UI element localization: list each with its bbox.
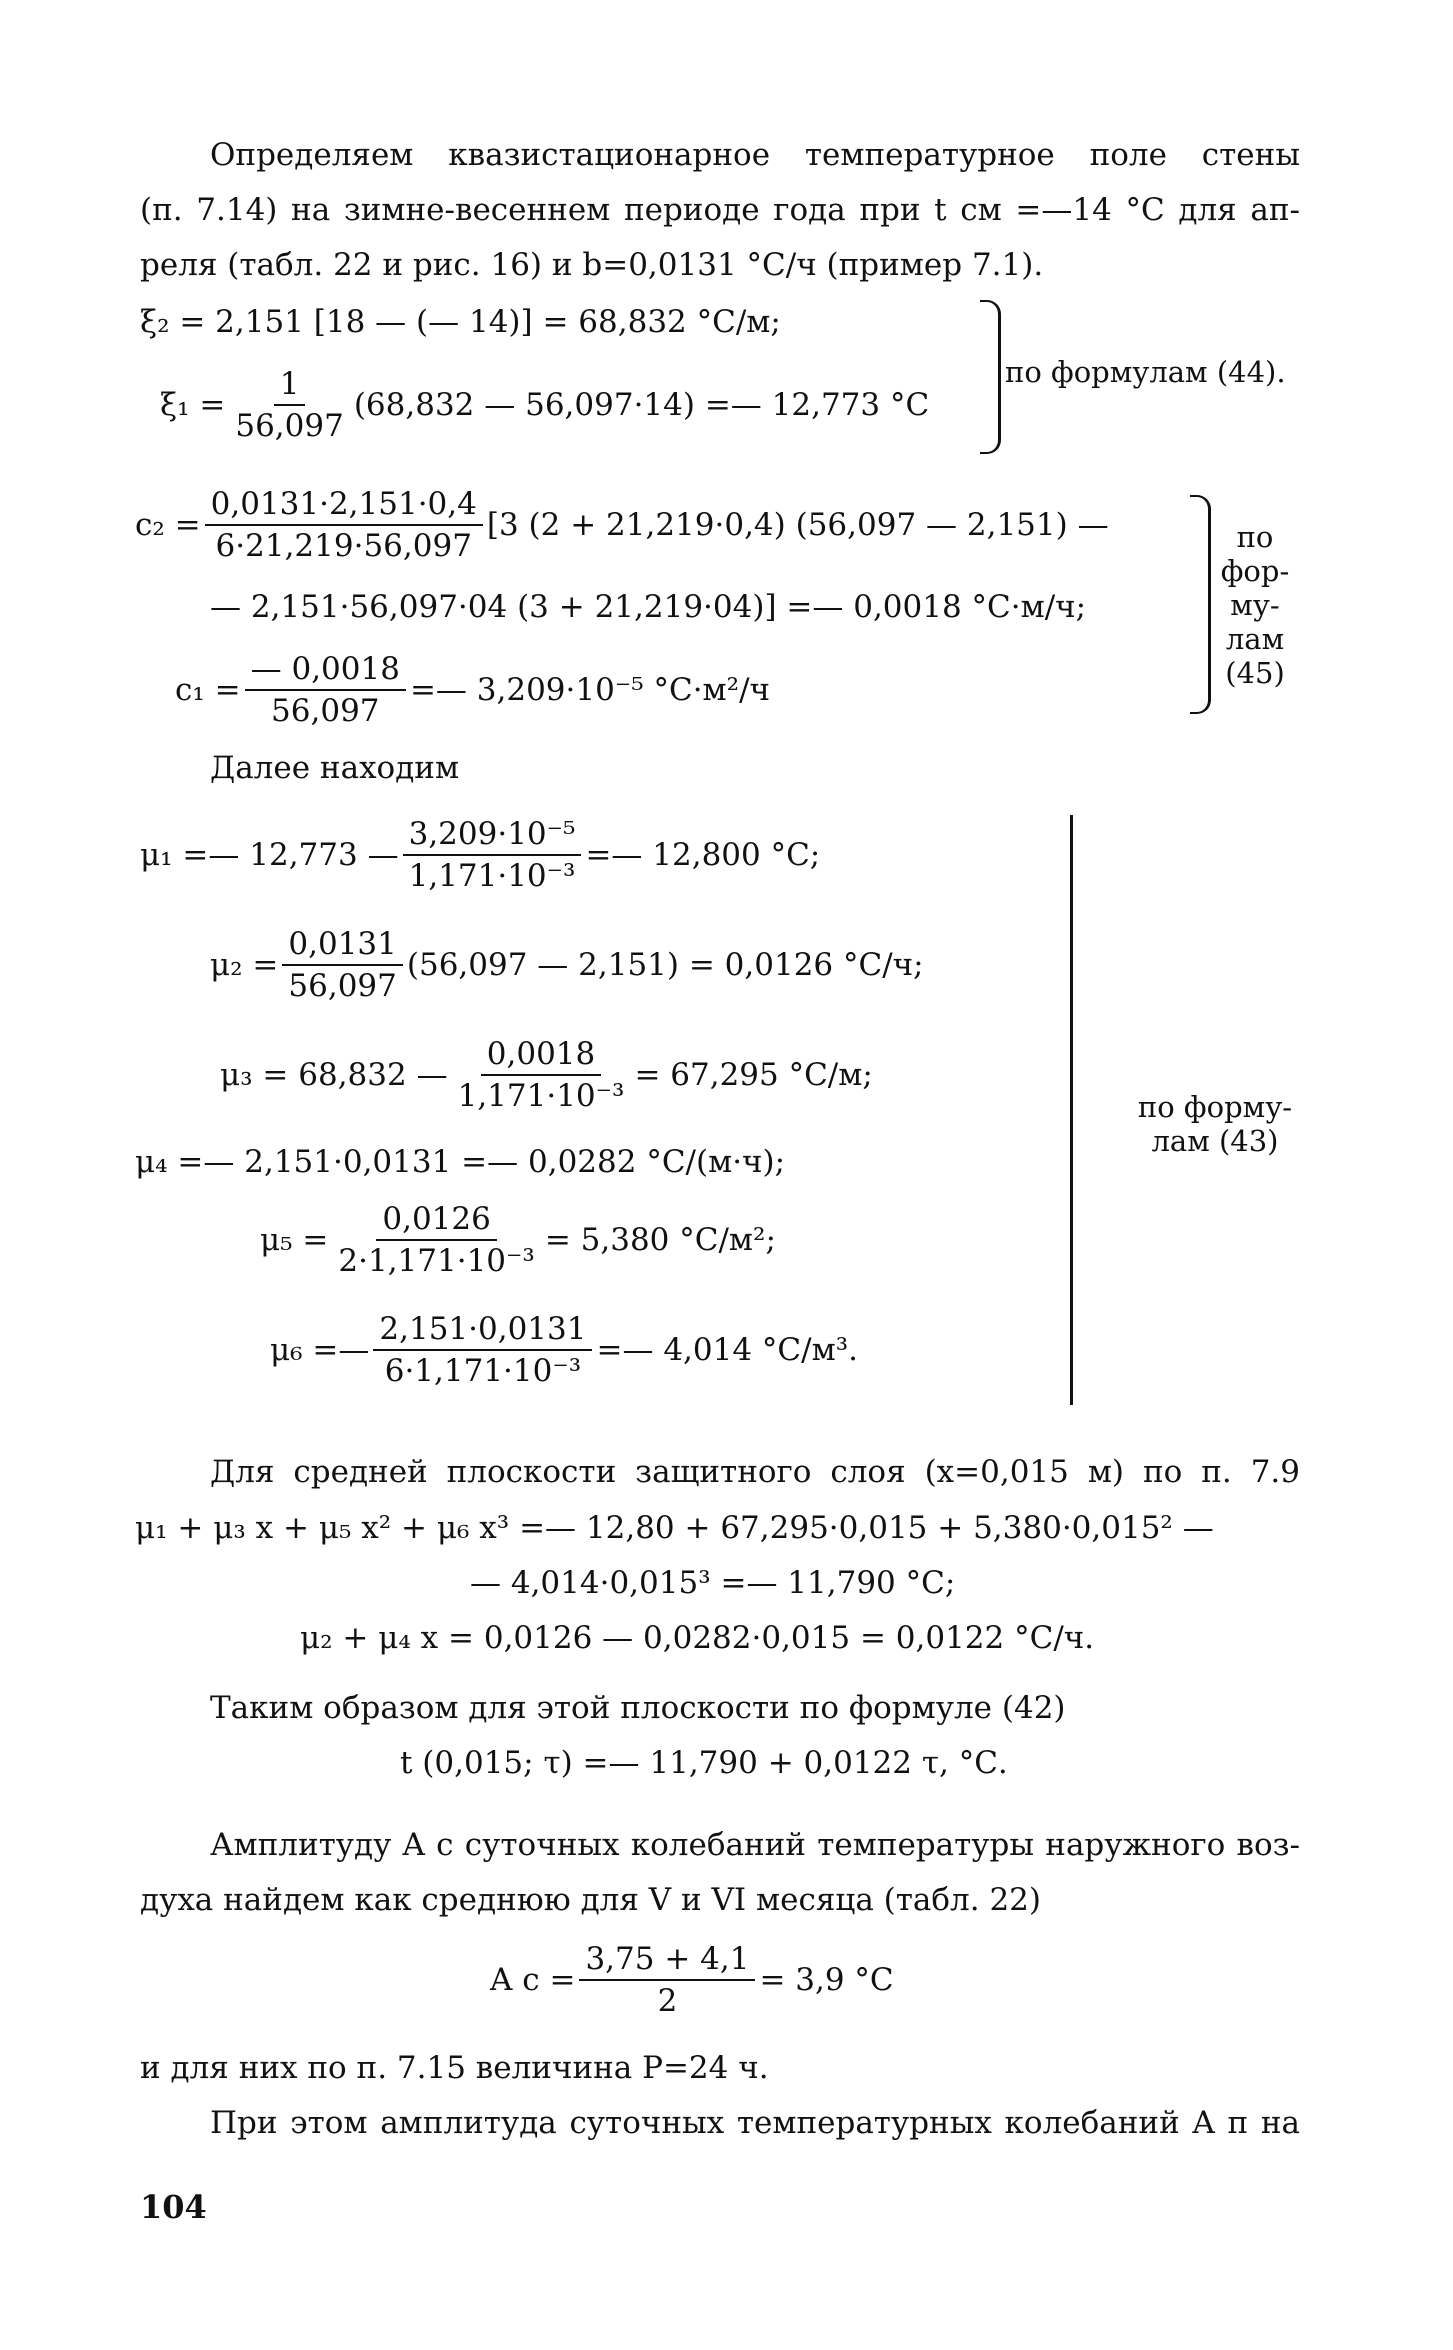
mu1-equation: μ₁ =— 12,773 — $\frac{\text{3,209·10⁻⁵}}{\text{1,171·10⁻³}}$ =— 12,800 °С; [140,816,821,894]
mu5-fraction: $\frac{0,0126}{\text{2·1,171·10⁻³}}$ [338,1201,535,1279]
mid-line-4: μ₂ + μ₄ x = 0,0126 — 0,0282·0,015 = 0,0122 °С/ч. [300,1620,1095,1656]
intro-line-2: (п. 7.14) на зимне-весеннем периоде года при t см =—14 °С для ап- [140,192,1300,228]
mu4-equation: μ₄ =— 2,151·0,0131 =— 0,0282 °С/(м·ч); [135,1144,786,1180]
c2-fraction: $\frac{0,0131\cdot 2,151\cdot 0,4}{6\cdot 21,219\cdot 56,097}$ [205,486,483,564]
mu-brace [1070,815,1073,1405]
ampl-line-4: При этом амплитуда суточных температурных колебаний A п на [210,2105,1300,2141]
mu5-equation: μ₅ = $\frac{0,0126}{\text{2·1,171·10⁻³}}$ = 5,380 °С/м²; [260,1201,776,1279]
c-brace [1190,495,1211,714]
xi-brace [980,300,1001,454]
mu3-equation: μ₃ = 68,832 — $\frac{0,0018}{\text{1,171·10⁻³}}$ = 67,295 °С/м; [220,1036,873,1114]
xi-formula-note: по формулам (44). [1005,355,1286,389]
mu6-equation: μ₆ =— $\frac{2,151\cdot 0,0131}{\text{6·1,171·10⁻³}}$ =— 4,014 °С/м³. [270,1311,858,1389]
mid-line-1: Для средней плоскости защитного слоя (x=0,015 м) по п. 7.9 [210,1454,1300,1490]
mu6-fraction: $\frac{2,151\cdot 0,0131}{\text{6·1,171·10⁻³}}$ [373,1311,592,1389]
ac-fraction: $\frac{3,75 + 4,1}{2}$ [579,1941,755,2019]
c1-fraction: $\frac{— 0,0018}{56,097}$ [245,651,406,729]
next-heading: Далее находим [210,750,460,786]
mu1-fraction: $\frac{\text{3,209·10⁻⁵}}{\text{1,171·10⁻³}}$ [403,816,582,894]
xi1-equation: ξ₁ = $\frac{1}{56,097}$ (68,832 — 56,097·14) =— 12,773 °С [160,366,930,444]
ac-equation: A с = $\frac{3,75 + 4,1}{2}$ = 3,9 °С [490,1941,894,2019]
c-formula-note: по фор- му- лам (45) [1220,520,1290,690]
page-number: 104 [140,2188,207,2226]
mid-line-3: — 4,014·0,015³ =— 11,790 °С; [470,1565,956,1601]
mid-line-2: μ₁ + μ₃ x + μ₅ x² + μ₆ x³ =— 12,80 + 67,295·0,015 + 5,380·0,015² — [135,1510,1214,1546]
xi1-fraction: $\frac{1}{56,097}$ [235,366,344,444]
mu2-fraction: $\frac{0,0131}{56,097}$ [282,926,402,1004]
mu2-equation: μ₂ = $\frac{0,0131}{56,097}$ (56,097 — 2,151) = 0,0126 °С/ч; [210,926,924,1004]
mid-line-6: t (0,015; τ) =— 11,790 + 0,0122 τ, °С. [400,1745,1008,1781]
c2-equation-line2: — 2,151·56,097·04 (3 + 21,219·04)] =— 0,0018 °С·м/ч; [210,589,1087,625]
intro-line-3: реля (табл. 22 и рис. 16) и b=0,0131 °С/ч (пример 7.1). [140,247,1044,283]
intro-line-1: Определяем квазистационарное температурное поле стены [210,137,1300,173]
c1-equation: c₁ = $\frac{— 0,0018}{56,097}$ =— 3,209·10⁻⁵ °С·м²/ч [175,651,771,729]
ampl-line-2: духа найдем как среднюю для V и VI месяца (табл. 22) [140,1882,1041,1918]
mu-formula-note: по форму- лам (43) [1137,1090,1293,1158]
ampl-line-1: Амплитуду A с суточных колебаний температуры наружного воз- [210,1827,1300,1863]
xi2-equation: ξ₂ = 2,151 [18 — (— 14)] = 68,832 °С/м; [140,304,781,340]
c2-equation: c₂ = $\frac{0,0131\cdot 2,151\cdot 0,4}{6\cdot 21,219\cdot 56,097}$ [3 (2 + 21,219·0,4) (56,097 — 2,151) — [135,486,1109,564]
mu3-fraction: $\frac{0,0018}{\text{1,171·10⁻³}}$ [457,1036,625,1114]
ampl-line-3: и для них по п. 7.15 величина P=24 ч. [140,2050,769,2086]
mid-line-5: Таким образом для этой плоскости по формуле (42) [210,1690,1066,1726]
